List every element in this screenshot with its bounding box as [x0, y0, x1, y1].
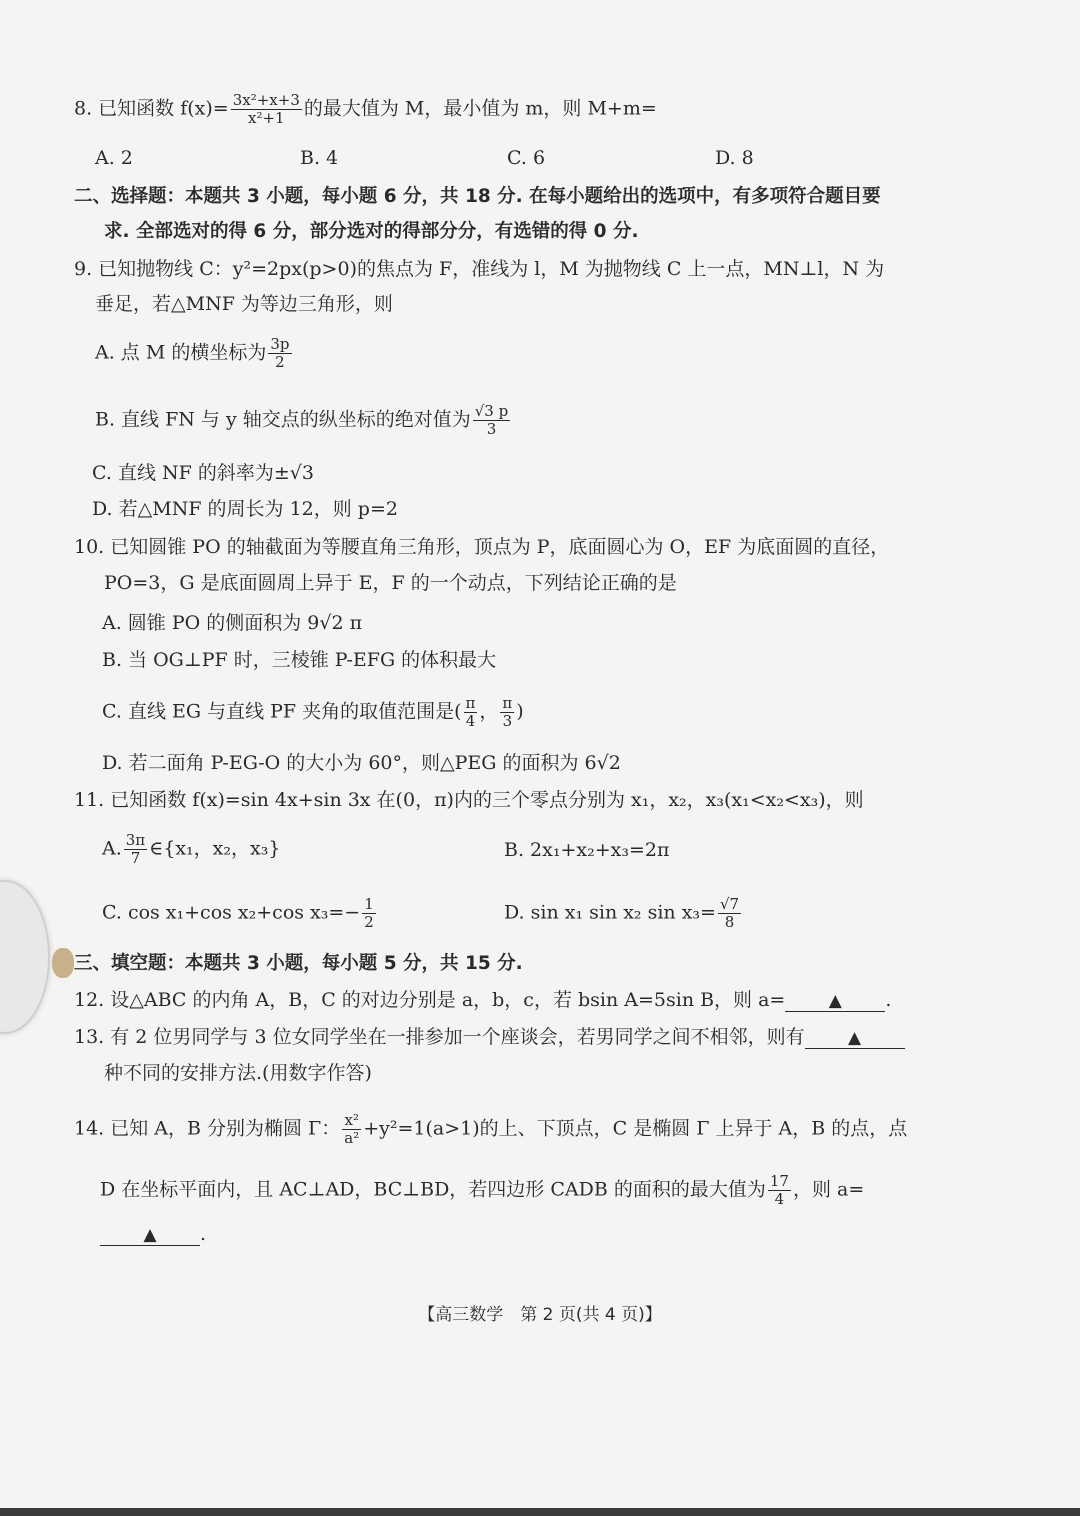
q10-option-c — [102, 695, 524, 730]
q8-option-b: B. 4 — [300, 147, 339, 169]
q11-stem: 11. 已知函数 f(x)=sin 4x+sin 3x 在(0，π)内的三个零点分别为 x₁，x₂，x₃(x₁<x₂<x₃)，则 — [74, 789, 864, 811]
q9-option-c: C. 直线 NF 的斜率为±√3 — [92, 462, 314, 484]
q8-stem — [74, 92, 657, 127]
q11-c-num: 1 — [364, 895, 374, 913]
q14-line1-suffix: +y²=1(a>1)的上、下顶点，C 是椭圆 Γ 上异于 A，B 的点，点 — [363, 1117, 908, 1140]
q14-line2-suffix: ，则 a= — [792, 1178, 865, 1201]
q12-text: 12. 设△ABC 的内角 A，B，C 的对边分别是 a，b，c，若 bsin A=5sin B，则 a= — [74, 989, 786, 1011]
q9-option-a-fraction — [268, 336, 291, 371]
q12-end: . — [885, 989, 892, 1011]
q9-option-a — [95, 336, 294, 371]
q11-option-a — [102, 832, 280, 867]
q13-answer-blank[interactable]: ▲ — [805, 1028, 905, 1049]
q10-option-c-text: C. 直线 EG 与直线 PF 夹角的取值范围是( — [102, 700, 462, 723]
q9-a-den: 2 — [275, 353, 285, 371]
q14-end: . — [200, 1223, 207, 1245]
bottom-bar — [0, 1508, 1080, 1516]
q14-line1-prefix: 14. 已知 A，B 分别为椭圆 Γ： — [74, 1117, 341, 1140]
floating-assist-icon — [52, 948, 74, 978]
q14-f-den: a² — [344, 1129, 360, 1147]
q10-option-a: A. 圆锥 PO 的侧面积为 9√2 π — [102, 612, 363, 634]
section3-heading: 三、填空题：本题共 3 小题，每小题 5 分，共 15 分. — [74, 953, 523, 974]
section2-heading-cont: 求. 全部选对的得 6 分，部分选对的得部分分，有选错的得 0 分. — [104, 221, 639, 242]
q11-option-c — [102, 896, 378, 931]
q10-c-f2-den: 3 — [502, 712, 513, 730]
q12-stem — [74, 988, 891, 1012]
q11-a-fraction — [124, 832, 147, 867]
q14-answer-line — [100, 1222, 206, 1246]
q9-option-d: D. 若△MNF 的周长为 12，则 p=2 — [92, 498, 398, 520]
q11-a-den: 7 — [130, 849, 141, 867]
q11-d-den: 8 — [724, 913, 735, 931]
q11-a-suffix: ∈{x₁，x₂，x₃} — [149, 837, 281, 860]
q11-option-d — [504, 896, 743, 931]
q9-stem-line1: 9. 已知抛物线 C：y²=2px(p>0)的焦点为 F，准线为 l，M 为抛物线 C 上一点，MN⊥l，N 为 — [74, 258, 885, 280]
q10-option-b: B. 当 OG⊥PF 时，三棱锥 P-EFG 的体积最大 — [102, 649, 497, 671]
q14-m-den: 4 — [774, 1190, 785, 1208]
q11-d-num: √7 — [719, 895, 740, 913]
q11-c-fraction — [362, 896, 376, 931]
q9-a-num: 3p — [270, 335, 290, 353]
q8-fraction — [231, 92, 302, 127]
q14-stem-line1 — [74, 1112, 907, 1147]
q10-stem-line2: PO=3，G 是底面圆周上异于 E，F 的一个动点，下列结论正确的是 — [104, 572, 677, 594]
q14-ellipse-fraction — [342, 1112, 361, 1147]
q8-stem-prefix: 8. 已知函数 f(x)= — [74, 97, 229, 120]
q9-option-a-text: A. 点 M 的横坐标为 — [95, 341, 267, 364]
q11-d-fraction — [718, 896, 741, 931]
floating-assist-button[interactable] — [0, 880, 50, 1034]
page-footer: 【高三数学 第 2 页(共 4 页)】 — [418, 1305, 662, 1325]
q10-c-sep: ， — [479, 700, 499, 723]
q11-option-b: B. 2x₁+x₂+x₃=2π — [504, 839, 670, 861]
q12-answer-blank[interactable]: ▲ — [785, 991, 885, 1012]
q14-f-num: x² — [342, 1112, 361, 1130]
q10-c-fraction-2 — [500, 695, 514, 730]
q9-stem-line2: 垂足，若△MNF 为等边三角形，则 — [95, 293, 393, 315]
q13-stem-line2: 种不同的安排方法.(用数字作答) — [104, 1062, 372, 1084]
q9-b-den: 3 — [486, 420, 497, 438]
q8-option-c: C. 6 — [507, 147, 546, 169]
q8-frac-num: 3x²+x+3 — [232, 91, 300, 109]
q11-d-text: D. sin x₁ sin x₂ sin x₃= — [504, 901, 716, 924]
q9-option-b-fraction — [473, 403, 510, 438]
q14-answer-blank[interactable]: ▲ — [100, 1225, 200, 1246]
q14-stem-line2 — [100, 1173, 864, 1208]
q9-b-num: √3 p — [474, 402, 509, 420]
q10-c-f1-num: π — [465, 694, 476, 712]
q8-option-d: D. 8 — [715, 147, 754, 169]
q11-c-text: C. cos x₁+cos x₂+cos x₃=− — [102, 901, 361, 924]
q10-c-f2-num: π — [502, 694, 513, 712]
q13-stem-line1 — [74, 1025, 905, 1049]
section2-heading: 二、选择题：本题共 3 小题，每小题 6 分，共 18 分. 在每小题给出的选项中，有多项符合题目要 — [74, 186, 881, 207]
q10-c-f1-den: 4 — [465, 712, 476, 730]
q8-frac-den: x²+1 — [247, 109, 285, 127]
q10-stem-line1: 10. 已知圆锥 PO 的轴截面为等腰直角三角形，顶点为 P，底面圆心为 O，EF 为底面圆的直径， — [74, 536, 890, 558]
q11-c-den: 2 — [364, 913, 374, 931]
q13-text: 13. 有 2 位男同学与 3 位女同学坐在一排参加一个座谈会，若男同学之间不相邻，则有 — [74, 1026, 805, 1048]
q10-option-d: D. 若二面角 P-EG-O 的大小为 60°，则△PEG 的面积为 6√2 — [102, 752, 621, 774]
q10-c-fraction-1 — [464, 695, 478, 730]
q11-a-num: 3π — [125, 831, 146, 849]
q8-option-a: A. 2 — [95, 147, 133, 169]
q9-option-b — [95, 403, 512, 438]
q14-m-num: 17 — [769, 1172, 789, 1190]
q8-stem-suffix: 的最大值为 M，最小值为 m，则 M+m= — [303, 97, 657, 120]
q11-a-prefix: A. — [102, 837, 122, 860]
q10-c-close: ) — [516, 700, 524, 723]
q14-max-fraction — [768, 1173, 791, 1208]
q14-line2-prefix: D 在坐标平面内，且 AC⊥AD，BC⊥BD，若四边形 CADB 的面积的最大值为 — [100, 1178, 766, 1201]
q9-option-b-text: B. 直线 FN 与 y 轴交点的纵坐标的绝对值为 — [95, 408, 471, 431]
